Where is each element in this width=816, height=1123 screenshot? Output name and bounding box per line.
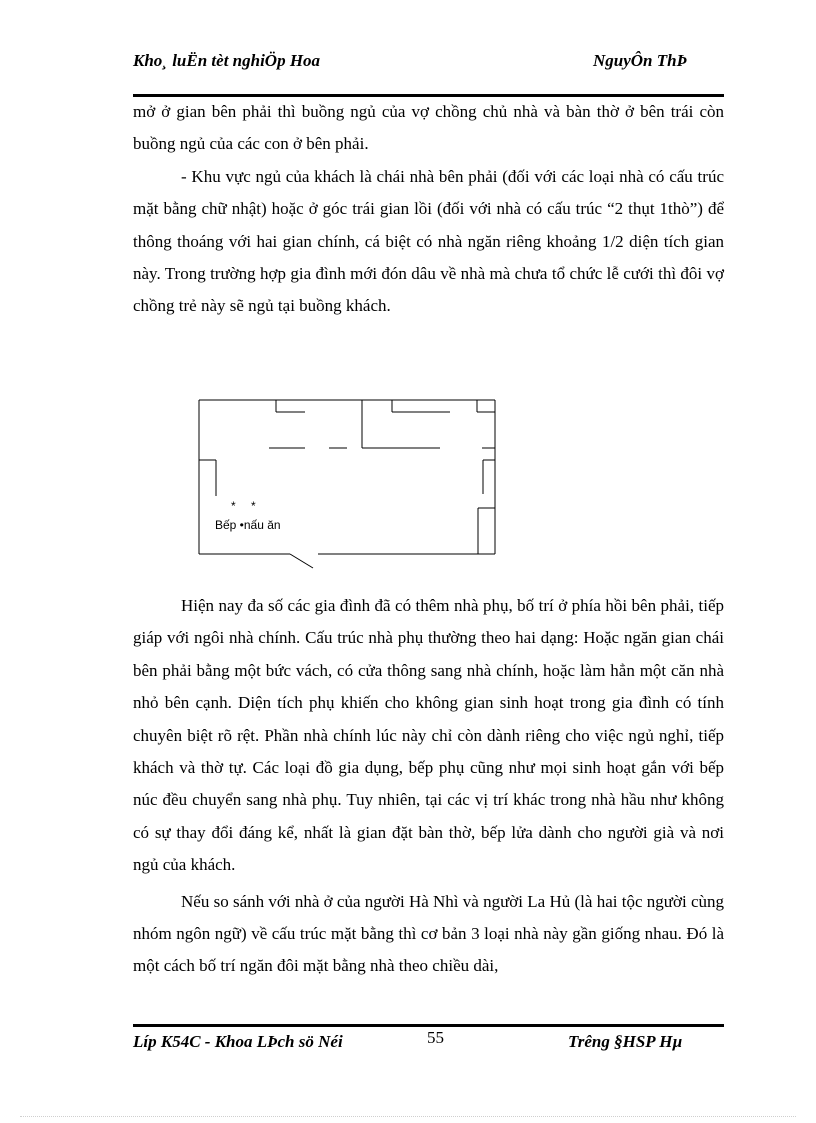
bottom-dotted-line [20, 1116, 796, 1117]
paragraph: - Khu vực ngủ của khách là chái nhà bên phải (đối với các loại nhà có cấu trúc mặt bằng chữ nhật) hoặc ở góc trái gian lồi (đối với nhà có cấu trúc “2 thụt 1thò”) để thông thoáng với hai gian chính, cá biệt có nhà ngăn riêng khoảng 1/2 diện tích gian này. Trong trường hợp gia đình mới đón dâu về nhà mà chưa tổ chức lễ cưới thì đôi vợ chồng trẻ này sẽ ngủ tại buồng khách. [133, 166, 724, 316]
fire-marks: * * [231, 499, 262, 513]
page-number: 55 [427, 1028, 444, 1047]
header-left: Kho¸ luËn tèt nghiÖp Hoa [133, 51, 321, 70]
paragraph: mở ở gian bên phải thì buồng ngủ của vợ chồng chủ nhà và bàn thờ ở bên trái còn buồng ngủ của các con ở bên phải. [133, 102, 724, 154]
footer-right: Trêng §HSP Hµ [568, 1032, 683, 1051]
text-block-bottom [133, 590, 724, 983]
text-block-top [133, 96, 724, 323]
floor-plan-drawing [195, 396, 505, 571]
footer-left: Líp K54C - Khoa LÞch sö Néi [133, 1032, 343, 1051]
header-right: NguyÔn ThÞ [593, 51, 687, 70]
paragraph: Hiện nay đa số các gia đình đã có thêm nhà phụ, bố trí ở phía hồi bên phải, tiếp giáp với ngôi nhà chính. Cấu trúc nhà phụ thường theo hai dạng: Hoặc ngăn gian chái bên phải bằng một bức vách, có cửa thông sang nhà chính, hoặc làm hẳn một căn nhà nhỏ bên cạnh. Diện tích phụ khiến cho không gian sinh hoạt trong gia đình có tính chuyên biệt rõ rệt. Phần nhà chính lúc này chỉ còn dành riêng cho việc ngủ nghỉ, tiếp khách và thờ tự. Các loại đồ gia dụng, bếp phụ cũng như mọi sinh hoạt gắn với bếp núc đều chuyển sang nhà phụ. Tuy nhiên, tại các vị trí khác trong nhà hầu như không có sự thay đổi đáng kể, nhất là gian đặt bàn thờ, bếp lửa dành cho người già và nơi ngủ của khách. [133, 596, 724, 875]
floor-plan-figure [195, 396, 505, 571]
paragraph: Nếu so sánh với nhà ở của người Hà Nhì và người La Hủ (là hai tộc người cùng nhóm ngôn ngữ) về cấu trúc mặt bằng thì cơ bản 3 loại nhà này gần giống nhau. Đó là một cách bố trí ngăn đôi mặt bằng nhà theo chiều dài, [133, 891, 724, 976]
kitchen-label: Bếp •nấu ăn [215, 518, 281, 532]
footer-divider [133, 1024, 724, 1027]
